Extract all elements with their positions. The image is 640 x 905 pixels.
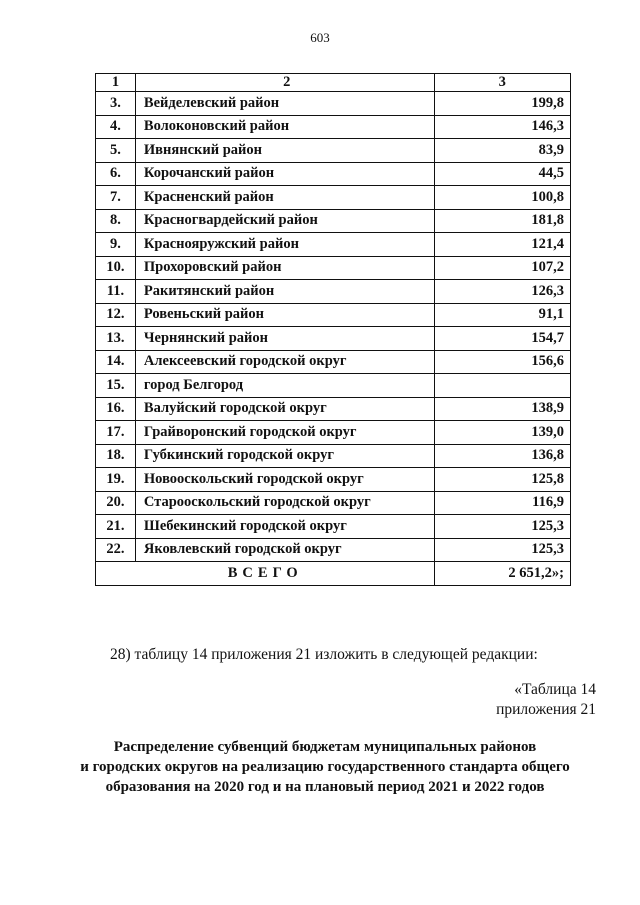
row-district-name: город Белгород [135, 374, 435, 398]
row-number: 15. [96, 374, 136, 398]
row-district-name: Шебекинский городской округ [135, 515, 435, 539]
row-district-name: Ивнянский район [135, 139, 435, 163]
section-heading [40, 737, 610, 797]
row-amount: 116,9 [435, 491, 571, 515]
table-row [96, 421, 571, 445]
table-row [96, 92, 571, 116]
row-district-name: Ракитянский район [135, 280, 435, 304]
row-number: 5. [96, 139, 136, 163]
row-amount: 156,6 [435, 350, 571, 374]
row-district-name: Волоконовский район [135, 115, 435, 139]
row-number: 9. [96, 233, 136, 257]
heading-line-2: и городских округов на реализацию государственного стандарта общего [80, 759, 570, 775]
row-district-name: Старооскольский городской округ [135, 491, 435, 515]
row-amount: 83,9 [435, 139, 571, 163]
row-number: 19. [96, 468, 136, 492]
row-number: 14. [96, 350, 136, 374]
table-row [96, 468, 571, 492]
row-number: 11. [96, 280, 136, 304]
table-row [96, 256, 571, 280]
row-district-name: Чернянский район [135, 327, 435, 351]
row-amount [435, 374, 571, 398]
table-reference [496, 680, 596, 720]
header-col-2: 2 [135, 74, 435, 92]
heading-line-1: Распределение субвенций бюджетам муниципальных районов [113, 739, 537, 755]
table-row [96, 538, 571, 562]
row-district-name: Красногвардейский район [135, 209, 435, 233]
table-row [96, 444, 571, 468]
header-col-3: 3 [435, 74, 571, 92]
table-reference-line-1: «Таблица 14 [514, 681, 596, 698]
table-row [96, 515, 571, 539]
row-amount: 181,8 [435, 209, 571, 233]
table-row [96, 491, 571, 515]
table-row [96, 280, 571, 304]
row-number: 17. [96, 421, 136, 445]
subsidy-table [95, 73, 571, 586]
table-row [96, 397, 571, 421]
total-label: ВСЕГО [96, 562, 435, 586]
row-district-name: Губкинский городской округ [135, 444, 435, 468]
row-district-name: Валуйский городской округ [135, 397, 435, 421]
table-row [96, 186, 571, 210]
page-number: 603 [310, 30, 330, 45]
header-col-1: 1 [96, 74, 136, 92]
total-value: 2 651,2»; [435, 562, 571, 586]
row-number: 16. [96, 397, 136, 421]
row-amount: 125,3 [435, 538, 571, 562]
row-number: 13. [96, 327, 136, 351]
row-amount: 126,3 [435, 280, 571, 304]
table-row [96, 374, 571, 398]
row-amount: 154,7 [435, 327, 571, 351]
row-number: 22. [96, 538, 136, 562]
row-district-name: Корочанский район [135, 162, 435, 186]
total-row [96, 562, 571, 586]
row-number: 10. [96, 256, 136, 280]
table-row [96, 350, 571, 374]
row-number: 7. [96, 186, 136, 210]
row-amount: 138,9 [435, 397, 571, 421]
row-number: 3. [96, 92, 136, 116]
table-row [96, 233, 571, 257]
row-number: 4. [96, 115, 136, 139]
row-number: 8. [96, 209, 136, 233]
row-district-name: Вейделевский район [135, 92, 435, 116]
row-amount: 121,4 [435, 233, 571, 257]
row-amount: 100,8 [435, 186, 571, 210]
row-district-name: Яковлевский городской округ [135, 538, 435, 562]
table-header-row [96, 74, 571, 92]
amendment-instruction: 28) таблицу 14 приложения 21 изложить в следующей редакции: [110, 646, 538, 663]
row-amount: 139,0 [435, 421, 571, 445]
row-amount: 91,1 [435, 303, 571, 327]
table-reference-line-2: приложения 21 [496, 701, 596, 718]
row-amount: 125,8 [435, 468, 571, 492]
row-amount: 44,5 [435, 162, 571, 186]
row-amount: 146,3 [435, 115, 571, 139]
row-amount: 125,3 [435, 515, 571, 539]
table-row [96, 327, 571, 351]
row-amount: 199,8 [435, 92, 571, 116]
row-number: 18. [96, 444, 136, 468]
table-row [96, 303, 571, 327]
row-amount: 136,8 [435, 444, 571, 468]
table-row [96, 139, 571, 163]
row-district-name: Алексеевский городской округ [135, 350, 435, 374]
heading-line-3: образования на 2020 год и на плановый период 2021 и 2022 годов [105, 779, 545, 795]
row-district-name: Краснояружский район [135, 233, 435, 257]
row-number: 6. [96, 162, 136, 186]
row-district-name: Грайворонский городской округ [135, 421, 435, 445]
table-row [96, 162, 571, 186]
table-row [96, 209, 571, 233]
row-number: 21. [96, 515, 136, 539]
row-district-name: Новооскольский городской округ [135, 468, 435, 492]
table-row [96, 115, 571, 139]
row-number: 12. [96, 303, 136, 327]
row-number: 20. [96, 491, 136, 515]
row-district-name: Красненский район [135, 186, 435, 210]
row-amount: 107,2 [435, 256, 571, 280]
row-district-name: Прохоровский район [135, 256, 435, 280]
row-district-name: Ровеньский район [135, 303, 435, 327]
table-body [96, 74, 571, 562]
